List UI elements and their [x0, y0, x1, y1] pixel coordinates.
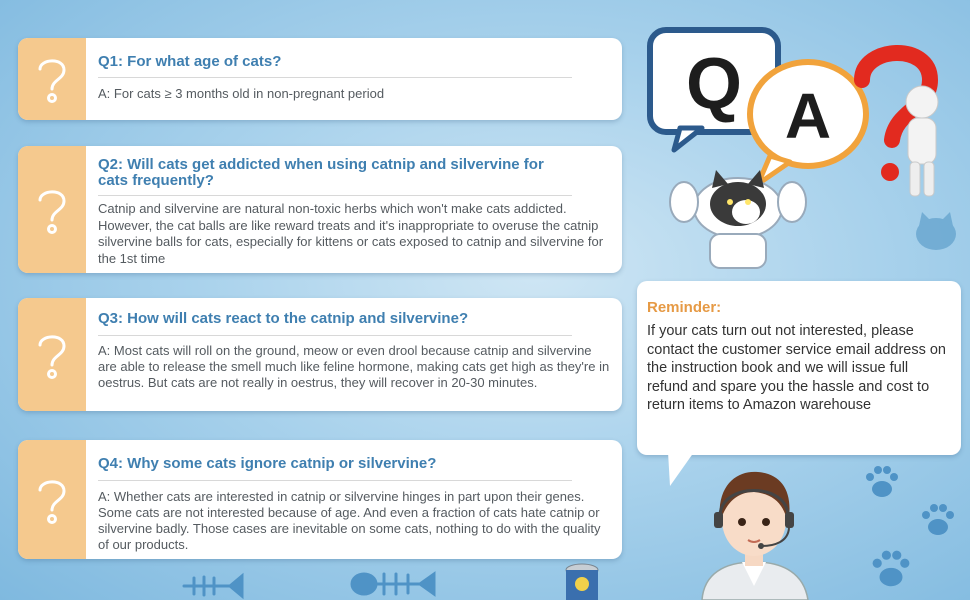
- faq-question: Q2: Will cats get addicted when using catnip and silvervine for cats frequently?: [98, 156, 544, 189]
- can-icon: [562, 562, 602, 600]
- faq-question: Q3: How will cats react to the catnip and silvervine?: [98, 310, 469, 327]
- divider: [98, 195, 572, 196]
- faq-answer: A: Whether cats are interested in catnip or silvervine hinges in part upon their genes. Some cats are not interested because of age. And even a fraction of cats hate catnip or silvervine badly. Those cases are inevitable on some cats, nothing to do with the quality of our products.: [98, 489, 601, 552]
- customer-service-agent-icon: [690, 462, 820, 600]
- divider: [98, 77, 572, 78]
- faq-question: Q4: Why some cats ignore catnip or silvervine?: [98, 455, 437, 472]
- reminder-bubble: [637, 281, 961, 455]
- paw-print-icon: [868, 546, 914, 592]
- question-mark-icon: [32, 329, 72, 381]
- thinking-figure-icon: [906, 86, 938, 196]
- question-mark-icon: [32, 184, 72, 236]
- faq-card-2: [18, 146, 622, 273]
- qa-a-letter: A: [784, 80, 832, 152]
- cat-mascot-icon: [670, 170, 806, 268]
- paw-print-icon: [918, 500, 958, 540]
- faq-side-panel: [18, 38, 86, 120]
- faq-card-1: [18, 38, 622, 120]
- faq-side-panel: [18, 146, 86, 273]
- paw-print-icon: [862, 462, 902, 502]
- faq-card-4: [18, 440, 622, 559]
- faq-card-3: [18, 298, 622, 411]
- faq-answer: A: For cats ≥ 3 months old in non-pregnant period: [98, 86, 385, 101]
- divider: [98, 480, 572, 481]
- question-mark-icon: [32, 53, 72, 105]
- divider: [98, 335, 572, 336]
- qa-q-letter: Q: [685, 44, 743, 124]
- qa-bubble-icon: [640, 22, 970, 272]
- fish-bone-icon: [178, 572, 248, 600]
- question-mark-icon: [32, 474, 72, 526]
- faq-answer: A: Most cats will roll on the ground, meow or even drool because catnip and silvervine are able to release the smell much like feline hormone, making cats get high as they're in oestrus. But cats are not really in oestrus, they will recover in 20-30 minutes.: [98, 343, 610, 390]
- reminder-title: Reminder:: [647, 299, 722, 316]
- faq-question: Q1: For what age of cats?: [98, 53, 282, 70]
- faq-side-panel: [18, 440, 86, 559]
- faq-answer: Catnip and silvervine are natural non-toxic herbs which won't make cats addicted. However, the cat balls are like reward treats and it's inappropriate to overuse the catnip silvervine balls for cats, especially for kittens or cats exposed to catnip and silvervine for the 1st time: [98, 201, 604, 266]
- cat-silhouette-icon: [916, 212, 956, 250]
- reminder-text: If your cats turn out not interested, please contact the customer service email address on the instruction book and we will issue full refund and spare you the hassle and cost to return items to Amazon warehouse: [647, 323, 946, 413]
- faq-side-panel: [18, 298, 86, 411]
- fish-bone-icon: [350, 568, 440, 600]
